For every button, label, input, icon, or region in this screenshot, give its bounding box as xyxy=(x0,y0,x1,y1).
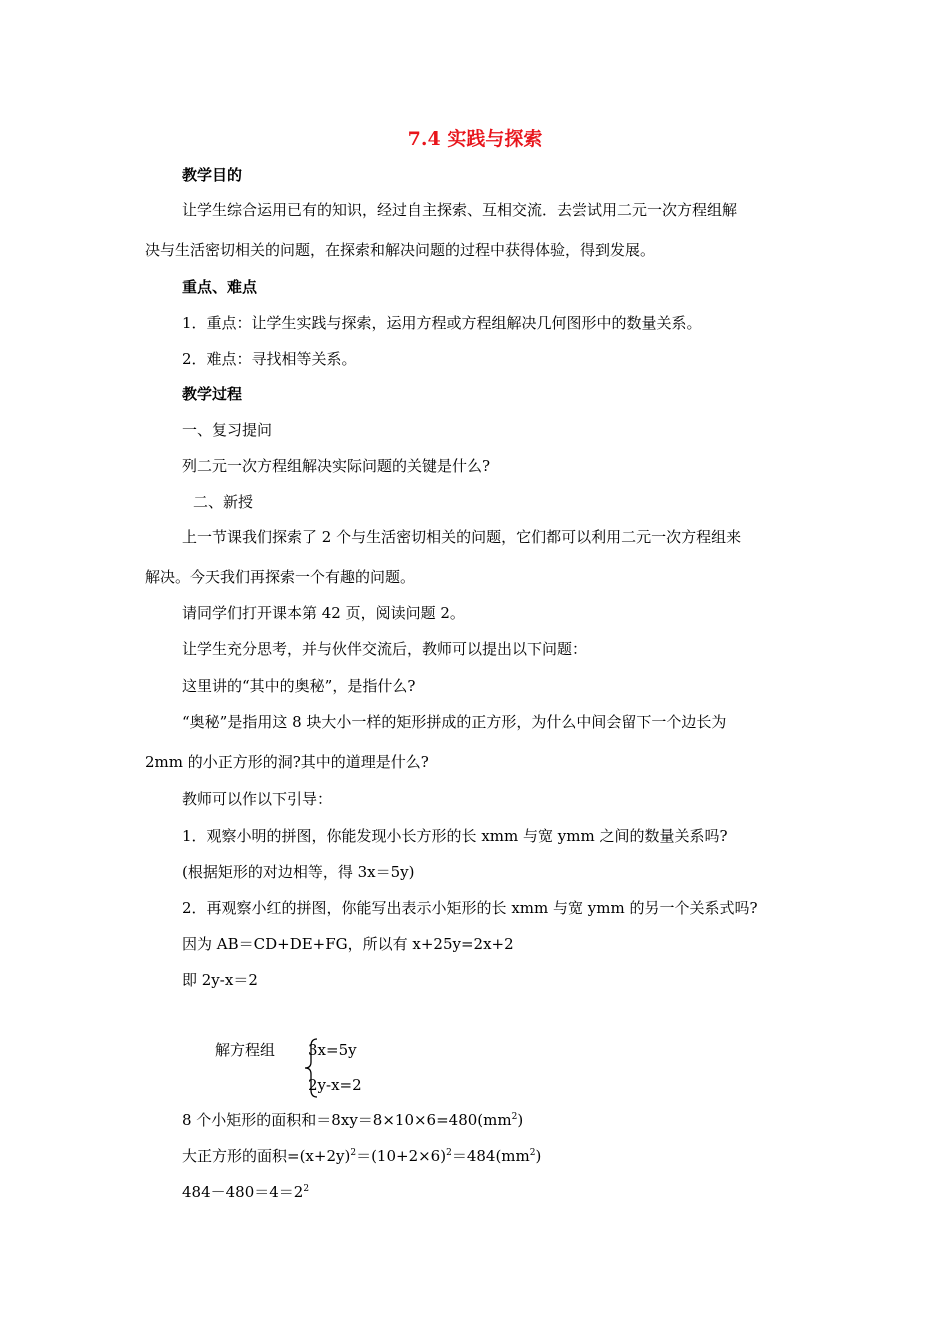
paragraph-1-line2: 解决。今天我们再探索一个有趣的问题。 xyxy=(145,568,416,586)
paragraph-5-line1: “奥秘”是指用这 8 块大小一样的矩形拼成的正方形，为什么中间会留下一个边长为 xyxy=(182,713,727,731)
solve-label: 解方程组 xyxy=(215,1041,276,1059)
goal-text-line1: 让学生综合运用已有的知识，经过自主探索、互相交流．去尝试用二元一次方程组解 xyxy=(182,201,738,219)
section-review: 一、复习提问 xyxy=(182,421,273,439)
review-question: 列二元一次方程组解决实际问题的关键是什么? xyxy=(182,457,491,475)
paragraph-4: 这里讲的“其中的奥秘”，是指什么? xyxy=(182,677,416,695)
guide-answer-2b: 即 2y-x＝2 xyxy=(182,971,258,989)
guide-question-2: 2．再观察小红的拼图，你能写出表示小矩形的长 xmm 与宽 ymm 的另一个关系式吗? xyxy=(182,899,758,917)
key-point-1: 1．重点：让学生实践与探索，运用方程或方程组解决几何图形中的数量关系。 xyxy=(182,314,702,332)
paragraph-3: 让学生充分思考，并与伙伴交流后，教师可以提出以下问题： xyxy=(182,640,588,658)
area-small-rectangles: 8 个小矩形的面积和$=8xy=8\times 10\times 6=480(mm^2)$ xyxy=(182,1111,524,1129)
page-title: 7.4 实践与探索 xyxy=(407,128,543,150)
paragraph-1-line1: 上一节课我们探索了 2 个与生活密切相关的问题，它们都可以利用二元一次方程组来 xyxy=(182,528,742,546)
area-difference: $484-480=4=2^2$ xyxy=(182,1183,310,1201)
equation-2: 2y-x=2 xyxy=(308,1076,362,1094)
paragraph-2: 请同学们打开课本第 42 页，阅读问题 2。 xyxy=(182,604,465,622)
guide-answer-1: (根据矩形的对边相等，得 3x＝5y) xyxy=(182,863,415,881)
heading-teaching-process: 教学过程 xyxy=(182,385,243,403)
equation-1: 3x=5y xyxy=(308,1041,357,1059)
paragraph-5-line2: 2mm 的小正方形的洞?其中的道理是什么? xyxy=(145,753,429,771)
paragraph-6: 教师可以作以下引导： xyxy=(182,790,333,808)
area-big-square: 大正方形的面积$=(x+2y)^2=(10+2\times 6)^2=484(mm^2)$ xyxy=(182,1147,542,1165)
section-new-lesson: 二、新授 xyxy=(193,493,254,511)
guide-answer-2a: 因为 AB＝CD+DE+FG，所以有 x+25y=2x+2 xyxy=(182,935,514,953)
guide-question-1: 1．观察小明的拼图，你能发现小长方形的长 xmm 与宽 ymm 之间的数量关系吗? xyxy=(182,827,728,845)
heading-teaching-goal: 教学目的 xyxy=(182,166,243,184)
key-point-2: 2．难点：寻找相等关系。 xyxy=(182,350,357,368)
heading-key-points: 重点、难点 xyxy=(182,278,258,296)
goal-text-line2: 决与生活密切相关的问题，在探索和解决问题的过程中获得体验，得到发展。 xyxy=(145,241,656,259)
